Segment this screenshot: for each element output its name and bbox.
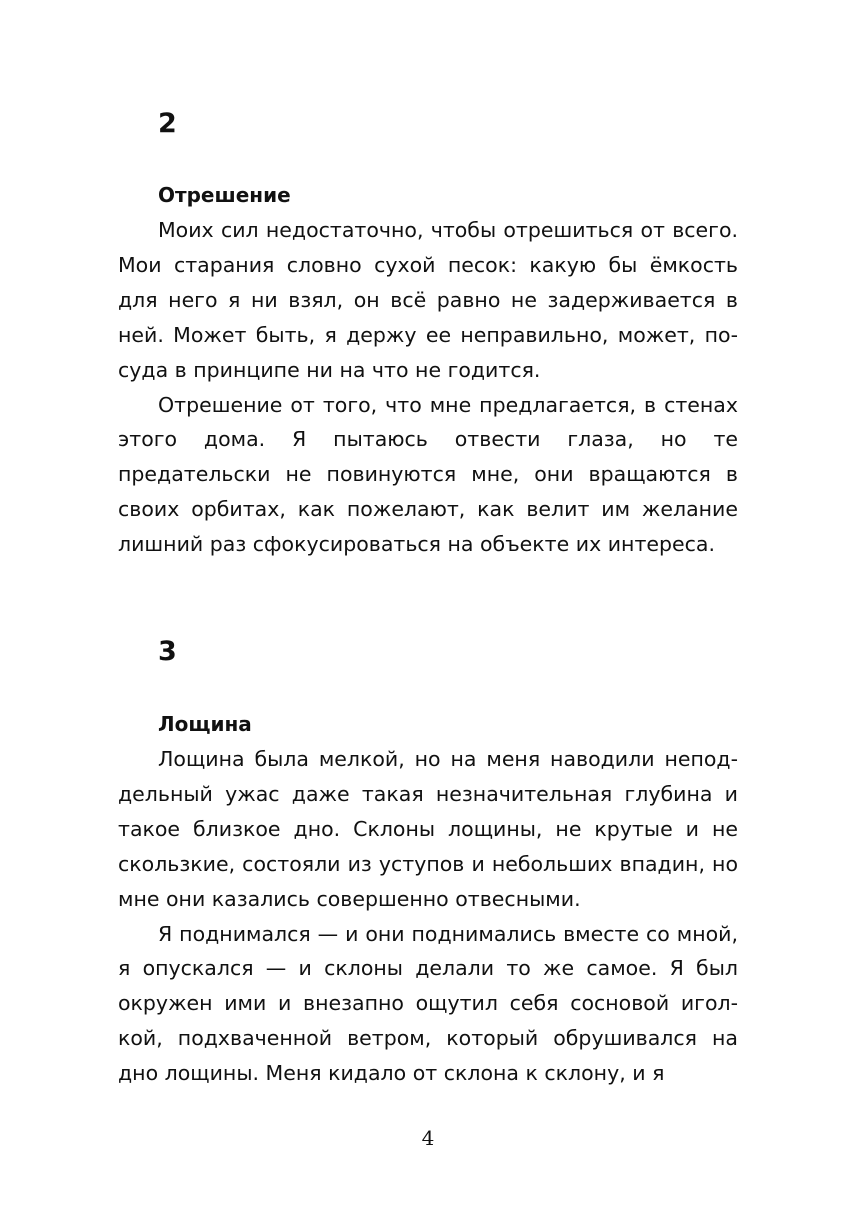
chapter-number: 3 [158, 636, 177, 667]
chapter-title: Лощина [158, 712, 252, 736]
paragraph: Лощина была мелкой, но на меня наводили неподдельный ужас даже такая незначительная глубина и такое близкое дно. Склоны лощины, не крутые и не скользкие, состояли из уступов и небольших впадин, но мне они казались совершенно отвесными. [118, 747, 738, 911]
page-number: 4 [421, 1126, 435, 1150]
paragraph: Моих сил недостаточно, чтобы отрешиться от всего. Мои старания словно сухой песок: какую бы ёмкость для него я ни взял, он всё равно не задерживается в ней. Может быть, я держу ее неправильно, может, посуда в принципе ни на что не годится. [118, 218, 738, 382]
chapter-title: Отрешение [158, 183, 291, 207]
chapter-number: 2 [158, 108, 177, 139]
chapter-body [118, 213, 738, 562]
paragraph: Я поднимался — и они поднимались вместе со мной, я опускался — и склоны делали то же самое. Я был окружен ими и внезапно ощутил себя сосновой иголкой, подхваченной ветром, который обрушивался на дно лощины. Меня кидало от склона к склону, и я [118, 921, 738, 1086]
chapter-body [118, 742, 738, 1091]
paragraph: Отрешение от того, что мне предлагается, в стенах этого дома. Я пытаюсь отвести глаза, но те предательски не повинуются мне, они вращаются в своих орбитах, как пожелают, как велит им желание лишний раз сфокусироваться на объекте их интереса. [118, 392, 738, 557]
